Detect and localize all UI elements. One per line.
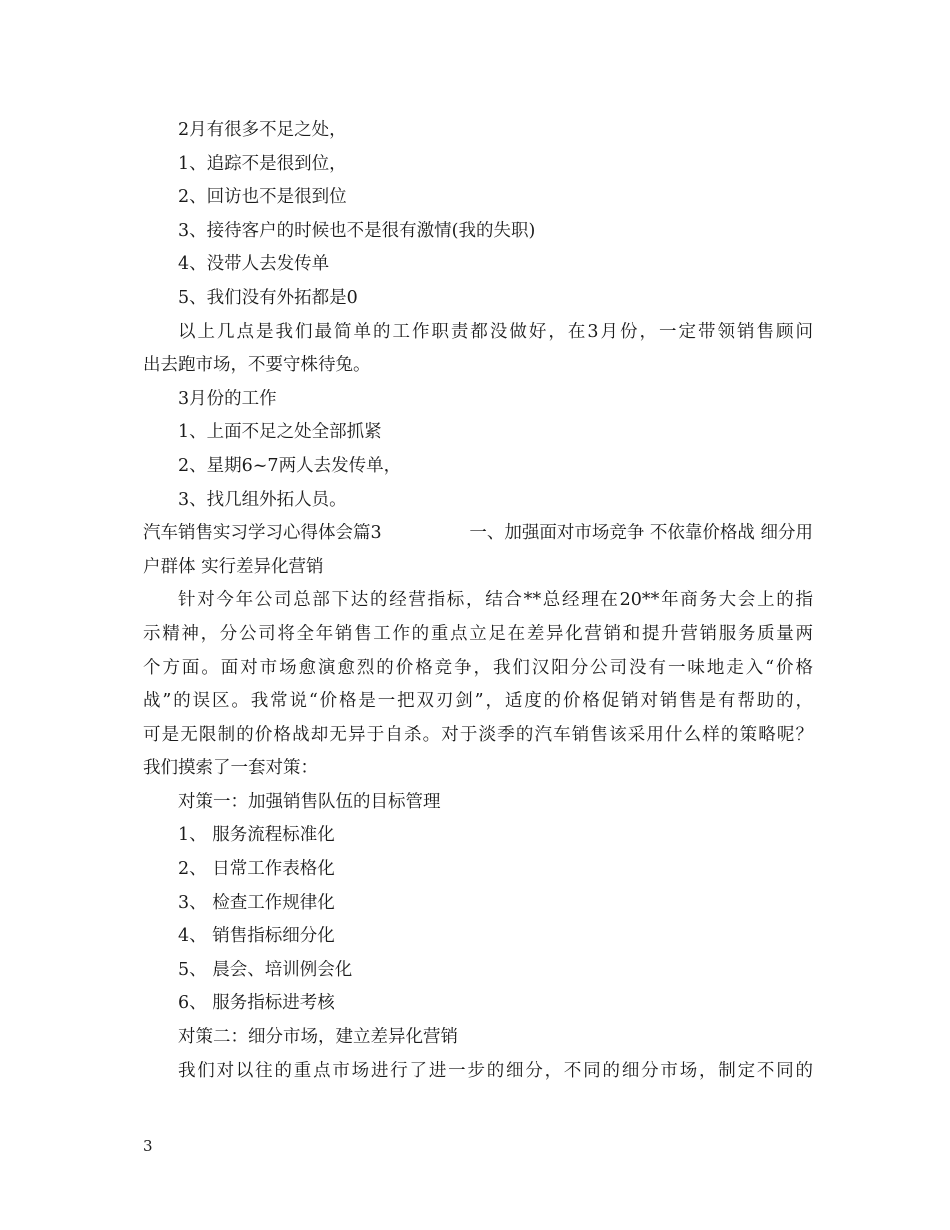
section-heading-continued: 户群体 实行差异化营销 <box>143 556 324 577</box>
list-item: 5、我们没有外拓都是0 <box>178 287 358 308</box>
article-title: 汽车销售实习学习心得体会篇3 <box>143 523 382 544</box>
section-heading: 一、加强面对市场竞争 不依靠价格战 细分用 <box>469 523 813 544</box>
list-item: 3、接待客户的时候也不是很有激情(我的失职) <box>178 220 536 241</box>
paragraph-line: 以上几点是我们最简单的工作职责都没做好，在3月份，一定带领销售顾问 <box>178 321 813 342</box>
document-body <box>143 114 813 1088</box>
paragraph-line: 示精神，分公司将全年销售工作的重点立足在差异化营销和提升营销服务质量两 <box>143 623 813 644</box>
list-item: 3、找几组外拓人员。 <box>178 489 347 510</box>
paragraph-line: 个方面。面对市场愈演愈烈的价格竞争，我们汉阳分公司没有一味地走入“价格 <box>143 657 813 678</box>
list-item: 6、 服务指标进考核 <box>178 993 335 1014</box>
strategy-heading: 对策二：细分市场，建立差异化营销 <box>178 1027 458 1048</box>
list-item: 1、追踪不是很到位， <box>178 153 347 174</box>
page-number: 3 <box>143 1137 153 1155</box>
paragraph-line: 战”的误区。我常说“价格是一把双刃剑”，适度的价格促销对销售是有帮助的， <box>143 691 813 712</box>
list-item: 2、 日常工作表格化 <box>178 859 335 880</box>
strategy-heading: 对策一：加强销售队伍的目标管理 <box>178 791 441 812</box>
text-line: 2月有很多不足之处， <box>178 120 347 140</box>
list-item: 2、星期6~7两人去发传单， <box>178 455 402 476</box>
list-item: 4、 销售指标细分化 <box>178 926 335 947</box>
list-item: 2、回访也不是很到位 <box>178 187 347 208</box>
paragraph-line: 出去跑市场，不要守株待兔。 <box>143 355 371 376</box>
list-item: 4、没带人去发传单 <box>178 254 330 275</box>
list-item: 5、 晨会、培训例会化 <box>178 959 353 980</box>
paragraph-line: 我们对以往的重点市场进行了进一步的细分，不同的细分市场，制定不同的 <box>178 1060 813 1081</box>
section-label: 3月份的工作 <box>178 388 277 409</box>
article-heading-row <box>143 517 813 551</box>
paragraph-line: 我们摸索了一套对策： <box>143 758 318 779</box>
paragraph-line: 针对今年公司总部下达的经营指标，结合**总经理在20**年商务大会上的指 <box>178 590 813 611</box>
list-item: 3、 检查工作规律化 <box>178 892 335 913</box>
list-item: 1、 服务流程标准化 <box>178 825 335 846</box>
paragraph-line: 可是无限制的价格战却无异于自杀。对于淡季的汽车销售该采用什么样的策略呢？ <box>143 724 813 745</box>
list-item: 1、上面不足之处全部抓紧 <box>178 422 382 443</box>
